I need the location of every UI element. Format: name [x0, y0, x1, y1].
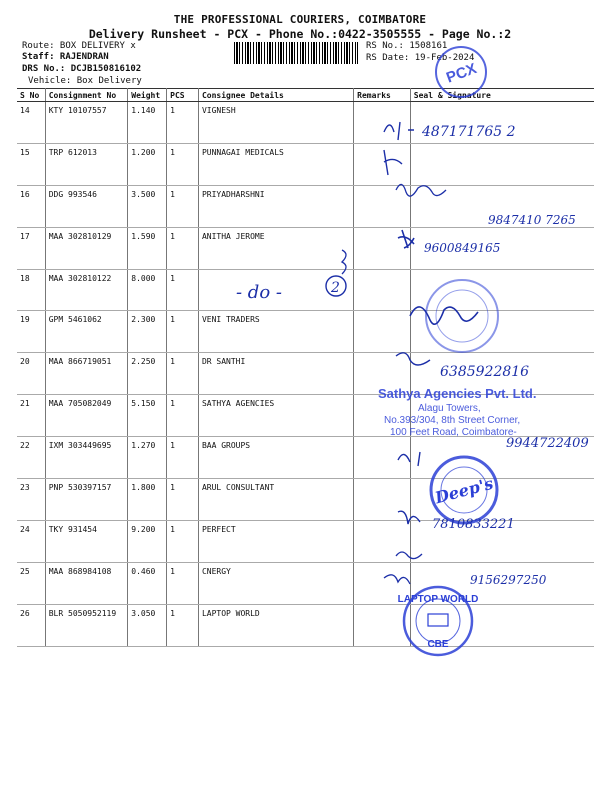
- pcx-stamp-text: PCX: [444, 60, 479, 87]
- table-row: [17, 520, 594, 562]
- handwritten-phone-22: 9944722409: [506, 436, 589, 451]
- cell-sno: 24: [17, 520, 45, 562]
- laptop-stamp-top: LAPTOP WORLD: [397, 594, 479, 605]
- cell-weight: 1.590: [128, 227, 167, 269]
- col-header-consignment: Consignment No: [45, 89, 128, 102]
- table-row: [17, 437, 594, 479]
- cell-consignment: MAA 705082049: [45, 395, 128, 437]
- cell-sno: 21: [17, 395, 45, 437]
- cell-consignee: SATHYA AGENCIES: [198, 395, 353, 437]
- cell-pcs: 1: [167, 437, 199, 479]
- cell-consignee: [198, 269, 353, 311]
- col-header-weight: Weight: [128, 89, 167, 102]
- rs-date: RS Date: 19-Feb-2024: [366, 53, 475, 63]
- cell-weight: 9.200: [128, 520, 167, 562]
- handwritten-ditto: - do -: [236, 282, 282, 303]
- cell-sno: 19: [17, 311, 45, 353]
- cell-weight: 3.500: [128, 185, 167, 227]
- table-row: [17, 143, 594, 185]
- cell-consignee: DR SANTHI: [198, 353, 353, 395]
- table-row: [17, 102, 594, 144]
- cell-consignment: KTY 10107557: [45, 102, 128, 144]
- cell-consignee: ARUL CONSULTANT: [198, 479, 353, 521]
- col-header-pcs: PCS: [167, 89, 199, 102]
- cell-signature: [410, 227, 594, 269]
- cell-weight: 1.800: [128, 479, 167, 521]
- cell-weight: 8.000: [128, 269, 167, 311]
- table-row: [17, 479, 594, 521]
- cell-pcs: 1: [167, 269, 199, 311]
- cell-consignee: PERFECT: [198, 520, 353, 562]
- cell-remarks: [354, 102, 411, 144]
- table-row: [17, 227, 594, 269]
- cell-sno: 16: [17, 185, 45, 227]
- company-title: THE PROFESSIONAL COURIERS, COIMBATORE: [173, 13, 427, 26]
- cell-signature: [410, 185, 594, 227]
- cell-remarks: [354, 604, 411, 646]
- cell-sno: 22: [17, 437, 45, 479]
- cell-remarks: [354, 395, 411, 437]
- cell-consignee: VENI TRADERS: [198, 311, 353, 353]
- table-row: [17, 185, 594, 227]
- cell-remarks: [354, 311, 411, 353]
- sathya-stamp-line1: Sathya Agencies Pvt. Ltd.: [378, 386, 537, 401]
- handwritten-phone-26: 9156297250: [470, 573, 547, 587]
- cell-remarks: [354, 520, 411, 562]
- cell-signature: [410, 102, 594, 144]
- runsheet-subtitle: Delivery Runsheet - PCX - Phone No.:0422-3505555 - Page No.:2: [88, 27, 512, 41]
- cell-consignment: MAA 302810129: [45, 227, 128, 269]
- cell-signature: [410, 437, 594, 479]
- col-header-signature: Seal & Signature: [410, 89, 594, 102]
- cell-signature: [410, 269, 594, 311]
- deeps-stamp-text: Deep's: [433, 473, 496, 508]
- cell-signature: [410, 520, 594, 562]
- table-row: [17, 269, 594, 311]
- cell-sno: 15: [17, 143, 45, 185]
- cell-consignment: MAA 868984108: [45, 562, 128, 604]
- route-label: Route: BOX DELIVERY x: [22, 41, 136, 51]
- cell-remarks: [354, 562, 411, 604]
- laptop-stamp-bottom: CBE: [427, 639, 449, 650]
- staff-label: Staff: RAJENDRAN: [22, 52, 109, 62]
- cell-pcs: 1: [167, 311, 199, 353]
- cell-remarks: [354, 437, 411, 479]
- cell-remarks: [354, 479, 411, 521]
- rs-number: RS No.: 1508161: [366, 41, 448, 51]
- cell-consignee: CNERGY: [198, 562, 353, 604]
- drs-number: DRS No.: DCJB150816102: [22, 64, 142, 74]
- cell-remarks: [354, 269, 411, 311]
- cell-remarks: [354, 185, 411, 227]
- cell-signature: [410, 353, 594, 395]
- cell-remarks: [354, 353, 411, 395]
- table-row: [17, 311, 594, 353]
- table-row: [17, 604, 594, 646]
- handwritten-phone-16: 9847410 7265: [488, 213, 576, 227]
- cell-sno: 17: [17, 227, 45, 269]
- cell-pcs: 1: [167, 143, 199, 185]
- cell-pcs: 1: [167, 395, 199, 437]
- table-row: [17, 562, 594, 604]
- cell-consignment: BLR 5050952119: [45, 604, 128, 646]
- cell-sno: 26: [17, 604, 45, 646]
- cell-weight: 1.270: [128, 437, 167, 479]
- cell-sno: 25: [17, 562, 45, 604]
- cell-signature: [410, 479, 594, 521]
- cell-remarks: [354, 143, 411, 185]
- cell-pcs: 1: [167, 102, 199, 144]
- barcode: [234, 42, 358, 64]
- cell-pcs: 1: [167, 227, 199, 269]
- cell-pcs: 1: [167, 353, 199, 395]
- cell-weight: 2.300: [128, 311, 167, 353]
- cell-signature: [410, 562, 594, 604]
- vehicle-label: Vehicle: Box Delivery: [28, 76, 142, 86]
- table-row: [17, 395, 594, 437]
- col-header-consignee: Consignee Details: [198, 89, 353, 102]
- delivery-table: [17, 88, 594, 647]
- cell-sno: 20: [17, 353, 45, 395]
- cell-consignment: MAA 866719051: [45, 353, 128, 395]
- cell-pcs: 1: [167, 562, 199, 604]
- cell-weight: 2.250: [128, 353, 167, 395]
- sathya-stamp-line2: Alagu Towers,: [418, 403, 481, 414]
- cell-consignee: ANITHA JEROME: [198, 227, 353, 269]
- cell-consignment: IXM 303449695: [45, 437, 128, 479]
- cell-signature: [410, 311, 594, 353]
- cell-weight: 0.460: [128, 562, 167, 604]
- col-header-sno: S No: [17, 89, 45, 102]
- cell-consignee: LAPTOP WORLD: [198, 604, 353, 646]
- cell-consignment: TKY 931454: [45, 520, 128, 562]
- cell-weight: 5.150: [128, 395, 167, 437]
- cell-pcs: 1: [167, 604, 199, 646]
- cell-sno: 18: [17, 269, 45, 311]
- cell-pcs: 1: [167, 479, 199, 521]
- cell-weight: 1.200: [128, 143, 167, 185]
- cell-signature: [410, 143, 594, 185]
- cell-sno: 14: [17, 102, 45, 144]
- cell-signature: [410, 395, 594, 437]
- cell-weight: 1.140: [128, 102, 167, 144]
- cell-consignee: PUNNAGAI MEDICALS: [198, 143, 353, 185]
- col-header-remarks: Remarks: [354, 89, 411, 102]
- cell-consignee: PRIYADHARSHNI: [198, 185, 353, 227]
- cell-pcs: 1: [167, 185, 199, 227]
- cell-pcs: 1: [167, 520, 199, 562]
- cell-consignee: BAA GROUPS: [198, 437, 353, 479]
- handwritten-circle-number: 2: [331, 280, 340, 296]
- table-header-row: [17, 89, 594, 102]
- cell-consignment: DDG 993546: [45, 185, 128, 227]
- sathya-stamp-line4: 100 Feet Road, Coimbatore-: [390, 427, 517, 438]
- handwritten-phone-24: 7810833221: [432, 517, 515, 532]
- cell-consignee: VIGNESH: [198, 102, 353, 144]
- handwritten-phone-17: 9600849165: [424, 241, 501, 255]
- handwritten-phone-20: 6385922816: [440, 364, 530, 380]
- sathya-stamp-line3: No.393/304, 8th Street Corner,: [384, 415, 521, 426]
- cell-consignment: TRP 612013: [45, 143, 128, 185]
- cell-consignment: GPM 5461062: [45, 311, 128, 353]
- cell-sno: 23: [17, 479, 45, 521]
- cell-remarks: [354, 227, 411, 269]
- cell-weight: 3.050: [128, 604, 167, 646]
- cell-consignment: MAA 302810122: [45, 269, 128, 311]
- cell-signature: [410, 604, 594, 646]
- handwritten-phone-14: 487171765 2: [422, 124, 516, 140]
- cell-consignment: PNP 530397157: [45, 479, 128, 521]
- table-row: [17, 353, 594, 395]
